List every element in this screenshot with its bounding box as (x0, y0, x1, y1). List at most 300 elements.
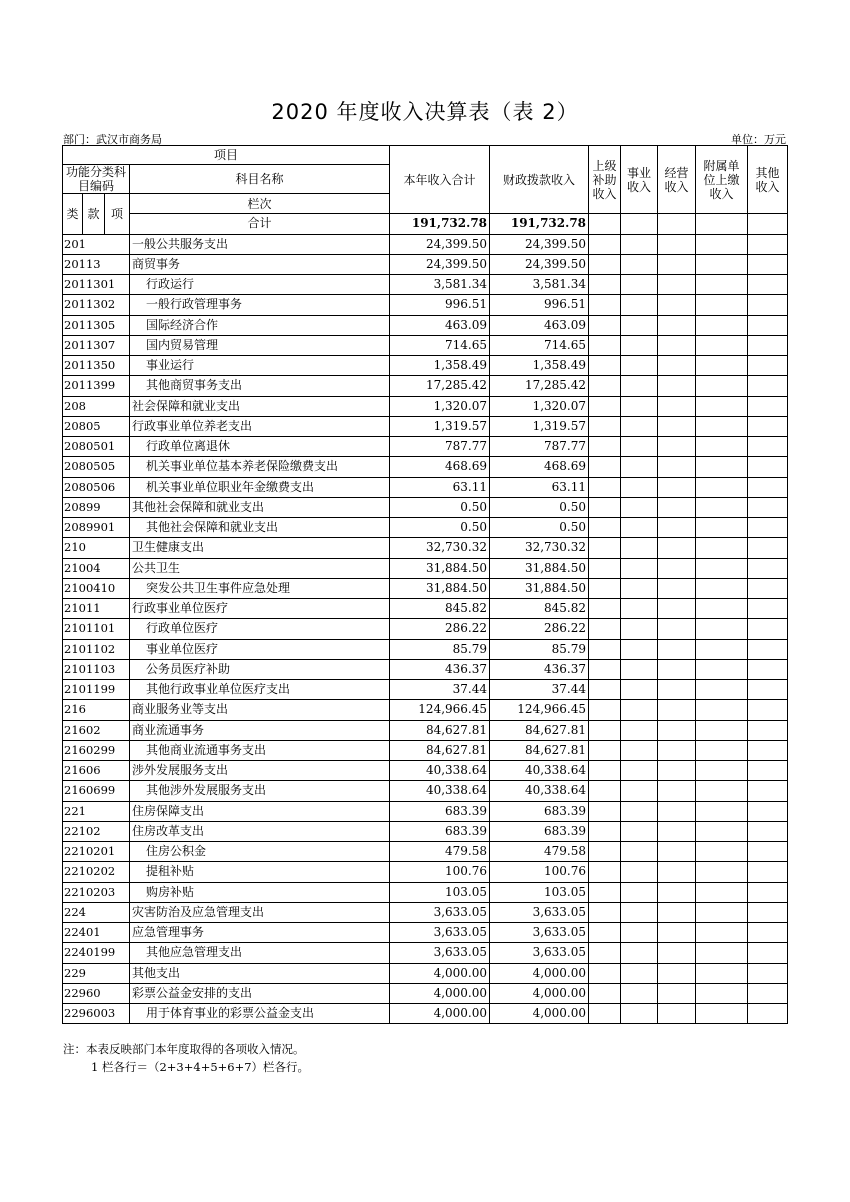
empty-cell (658, 983, 696, 1003)
empty-cell (748, 335, 788, 355)
empty-cell (748, 882, 788, 902)
table-row (63, 963, 788, 983)
row-total: 4,000.00 (390, 1004, 490, 1024)
empty-cell (658, 882, 696, 902)
table-row (63, 477, 788, 497)
row-total: 85.79 (390, 639, 490, 659)
row-code: 2080506 (63, 477, 130, 497)
empty-cell (696, 578, 748, 598)
table-row (63, 599, 788, 619)
empty-cell (658, 254, 696, 274)
header-subject-name: 科目名称 (130, 165, 390, 194)
empty-cell (658, 376, 696, 396)
empty-cell (748, 376, 788, 396)
empty-cell (696, 234, 748, 254)
row-name: 国际经济合作 (130, 315, 390, 335)
row-code: 2080505 (63, 457, 130, 477)
row-fiscal: 4,000.00 (490, 983, 589, 1003)
empty-cell (696, 882, 748, 902)
row-total: 24,399.50 (390, 254, 490, 274)
empty-cell (696, 963, 748, 983)
row-code: 20805 (63, 416, 130, 436)
empty-cell (589, 254, 621, 274)
department-label: 部门：武汉市商务局 (63, 133, 162, 146)
empty-cell (748, 720, 788, 740)
row-fiscal: 463.09 (490, 315, 589, 335)
empty-cell (621, 477, 658, 497)
row-name: 机关事业单位职业年金缴费支出 (130, 477, 390, 497)
unit-label: 单位：万元 (731, 133, 786, 146)
note-1: 注：本表反映部门本年度取得的各项收入情况。 (63, 1042, 305, 1056)
empty-cell (621, 619, 658, 639)
empty-cell (658, 801, 696, 821)
row-total: 4,000.00 (390, 963, 490, 983)
empty-cell (696, 457, 748, 477)
empty-cell (621, 376, 658, 396)
row-name: 用于体育事业的彩票公益金支出 (130, 1004, 390, 1024)
row-name: 提租补贴 (130, 862, 390, 882)
row-total: 3,581.34 (390, 275, 490, 295)
empty-cell (696, 477, 748, 497)
row-fiscal: 468.69 (490, 457, 589, 477)
row-fiscal: 1,319.57 (490, 416, 589, 436)
row-code: 224 (63, 902, 130, 922)
row-total: 103.05 (390, 882, 490, 902)
row-fiscal: 683.39 (490, 801, 589, 821)
empty-cell (621, 578, 658, 598)
empty-cell (748, 254, 788, 274)
row-fiscal: 436.37 (490, 659, 589, 679)
row-code: 2011301 (63, 275, 130, 295)
empty-cell (589, 963, 621, 983)
table-row (63, 983, 788, 1003)
empty-cell (589, 416, 621, 436)
row-fiscal: 3,581.34 (490, 275, 589, 295)
empty-cell (589, 902, 621, 922)
empty-cell (589, 862, 621, 882)
row-total: 84,627.81 (390, 720, 490, 740)
row-total: 479.58 (390, 842, 490, 862)
row-total: 468.69 (390, 457, 490, 477)
empty-cell (748, 437, 788, 457)
row-name: 住房改革支出 (130, 821, 390, 841)
row-fiscal: 479.58 (490, 842, 589, 862)
empty-cell (696, 518, 748, 538)
row-code: 2101102 (63, 639, 130, 659)
row-total: 3,633.05 (390, 902, 490, 922)
empty-cell (589, 700, 621, 720)
empty-cell (696, 801, 748, 821)
empty-cell (658, 659, 696, 679)
row-fiscal: 0.50 (490, 518, 589, 538)
empty-cell (658, 639, 696, 659)
empty-cell (696, 599, 748, 619)
empty-cell (696, 842, 748, 862)
empty-cell (621, 902, 658, 922)
row-name: 其他社会保障和就业支出 (130, 497, 390, 517)
table-row (63, 720, 788, 740)
empty-cell (621, 983, 658, 1003)
row-code: 22960 (63, 983, 130, 1003)
row-code: 2011350 (63, 356, 130, 376)
empty-cell (658, 761, 696, 781)
empty-cell (748, 680, 788, 700)
empty-cell (748, 518, 788, 538)
total-value: 191,732.78 (390, 214, 490, 234)
row-name: 商业服务业等支出 (130, 700, 390, 720)
row-fiscal: 37.44 (490, 680, 589, 700)
empty-cell (696, 538, 748, 558)
empty-cell (696, 1004, 748, 1024)
empty-cell (621, 740, 658, 760)
empty-cell (589, 983, 621, 1003)
row-code: 210 (63, 538, 130, 558)
empty-cell (589, 437, 621, 457)
row-total: 714.65 (390, 335, 490, 355)
empty-cell (696, 275, 748, 295)
row-total: 996.51 (390, 295, 490, 315)
table-row (63, 781, 788, 801)
empty-cell (658, 1004, 696, 1024)
empty-cell (589, 396, 621, 416)
empty-cell (658, 558, 696, 578)
empty-cell (621, 396, 658, 416)
empty-cell (696, 416, 748, 436)
empty-cell (589, 923, 621, 943)
row-code: 2011307 (63, 335, 130, 355)
row-total: 3,633.05 (390, 943, 490, 963)
row-total: 32,730.32 (390, 538, 490, 558)
empty-cell (696, 335, 748, 355)
total-row (63, 214, 788, 234)
row-code: 2080501 (63, 437, 130, 457)
empty-cell (658, 923, 696, 943)
row-fiscal: 31,884.50 (490, 578, 589, 598)
empty-cell (748, 659, 788, 679)
empty-cell (658, 518, 696, 538)
row-total: 683.39 (390, 801, 490, 821)
row-name: 其他涉外发展服务支出 (130, 781, 390, 801)
empty-cell (589, 578, 621, 598)
header-fiscal: 财政拨款收入 (490, 146, 589, 214)
row-fiscal: 3,633.05 (490, 902, 589, 922)
row-code: 208 (63, 396, 130, 416)
row-fiscal: 40,338.64 (490, 781, 589, 801)
row-fiscal: 0.50 (490, 497, 589, 517)
row-name: 其他支出 (130, 963, 390, 983)
row-total: 40,338.64 (390, 761, 490, 781)
row-code: 2210203 (63, 882, 130, 902)
header-lei: 类 (63, 194, 83, 235)
row-fiscal: 31,884.50 (490, 558, 589, 578)
empty-cell (589, 538, 621, 558)
table-row (63, 335, 788, 355)
empty-cell (696, 558, 748, 578)
row-name: 其他社会保障和就业支出 (130, 518, 390, 538)
empty-cell (621, 923, 658, 943)
row-code: 22102 (63, 821, 130, 841)
table-row (63, 538, 788, 558)
empty-cell (748, 963, 788, 983)
row-code: 2240199 (63, 943, 130, 963)
empty-cell (696, 619, 748, 639)
row-fiscal: 3,633.05 (490, 923, 589, 943)
header-row-1 (63, 146, 788, 165)
empty-cell (621, 639, 658, 659)
row-code: 201 (63, 234, 130, 254)
empty-cell (589, 639, 621, 659)
empty-cell (748, 356, 788, 376)
empty-cell (621, 518, 658, 538)
empty-cell (696, 943, 748, 963)
row-name: 事业运行 (130, 356, 390, 376)
row-name: 其他应急管理支出 (130, 943, 390, 963)
empty-cell (621, 821, 658, 841)
row-total: 1,319.57 (390, 416, 490, 436)
empty-cell (589, 1004, 621, 1024)
empty-cell (748, 781, 788, 801)
empty-cell (658, 578, 696, 598)
empty-cell (658, 335, 696, 355)
table-row (63, 376, 788, 396)
empty-cell (589, 659, 621, 679)
table-row (63, 497, 788, 517)
empty-cell (589, 720, 621, 740)
empty-cell (589, 801, 621, 821)
row-name: 社会保障和就业支出 (130, 396, 390, 416)
empty-cell (589, 275, 621, 295)
empty-cell (589, 558, 621, 578)
table-row (63, 659, 788, 679)
table-row (63, 862, 788, 882)
header-func-code: 功能分类科目编码 (63, 165, 130, 194)
empty-cell (748, 902, 788, 922)
empty-cell (658, 599, 696, 619)
table-row (63, 234, 788, 254)
empty-cell (658, 740, 696, 760)
empty-cell (621, 599, 658, 619)
empty-cell (589, 761, 621, 781)
row-total: 84,627.81 (390, 740, 490, 760)
row-code: 22401 (63, 923, 130, 943)
empty-cell (658, 538, 696, 558)
empty-cell (748, 619, 788, 639)
row-total: 3,633.05 (390, 923, 490, 943)
empty-cell (696, 761, 748, 781)
table-row (63, 396, 788, 416)
row-code: 216 (63, 700, 130, 720)
row-code: 2011305 (63, 315, 130, 335)
row-name: 行政事业单位医疗 (130, 599, 390, 619)
table-row (63, 578, 788, 598)
notes (63, 1040, 309, 1076)
table-row (63, 740, 788, 760)
row-fiscal: 286.22 (490, 619, 589, 639)
empty-cell (658, 275, 696, 295)
row-fiscal: 845.82 (490, 599, 589, 619)
table-row (63, 943, 788, 963)
empty-cell (696, 720, 748, 740)
row-total: 1,320.07 (390, 396, 490, 416)
row-code: 2101199 (63, 680, 130, 700)
table-row (63, 356, 788, 376)
row-name: 住房保障支出 (130, 801, 390, 821)
table-row (63, 902, 788, 922)
row-name: 行政运行 (130, 275, 390, 295)
empty-cell (748, 923, 788, 943)
row-name: 事业单位医疗 (130, 639, 390, 659)
table-row (63, 295, 788, 315)
empty-cell (696, 254, 748, 274)
header-kuan: 款 (83, 194, 105, 235)
empty-cell (748, 639, 788, 659)
empty-cell (748, 416, 788, 436)
empty-cell (621, 862, 658, 882)
empty-cell (621, 335, 658, 355)
empty-cell (589, 376, 621, 396)
row-fiscal: 714.65 (490, 335, 589, 355)
row-fiscal: 4,000.00 (490, 963, 589, 983)
table-row (63, 680, 788, 700)
empty-cell (658, 437, 696, 457)
row-fiscal: 100.76 (490, 862, 589, 882)
empty-cell (696, 740, 748, 760)
empty-cell (589, 943, 621, 963)
row-total: 4,000.00 (390, 983, 490, 1003)
empty-cell (658, 862, 696, 882)
row-total: 124,966.45 (390, 700, 490, 720)
empty-cell (658, 619, 696, 639)
empty-cell (589, 680, 621, 700)
total-fiscal: 191,732.78 (490, 214, 589, 234)
row-fiscal: 124,966.45 (490, 700, 589, 720)
row-total: 463.09 (390, 315, 490, 335)
row-name: 公共卫生 (130, 558, 390, 578)
row-total: 0.50 (390, 518, 490, 538)
row-name: 涉外发展服务支出 (130, 761, 390, 781)
empty-cell (621, 497, 658, 517)
empty-cell (589, 335, 621, 355)
row-fiscal: 1,358.49 (490, 356, 589, 376)
row-fiscal: 24,399.50 (490, 234, 589, 254)
row-total: 100.76 (390, 862, 490, 882)
row-name: 一般行政管理事务 (130, 295, 390, 315)
empty-cell (621, 700, 658, 720)
empty-cell (589, 882, 621, 902)
empty-cell (658, 842, 696, 862)
empty-cell (621, 315, 658, 335)
row-total: 31,884.50 (390, 558, 490, 578)
empty-cell (658, 781, 696, 801)
row-name: 商业流通事务 (130, 720, 390, 740)
empty-cell (589, 821, 621, 841)
empty-cell (658, 477, 696, 497)
header-affiliated: 附属单位上缴收入 (696, 146, 748, 214)
row-code: 2101103 (63, 659, 130, 679)
empty-cell (696, 396, 748, 416)
row-total: 286.22 (390, 619, 490, 639)
empty-cell (621, 781, 658, 801)
empty-cell (696, 781, 748, 801)
note-2: 1 栏各行＝（2+3+4+5+6+7）栏各行。 (91, 1060, 310, 1074)
row-fiscal: 787.77 (490, 437, 589, 457)
table-row (63, 882, 788, 902)
empty-cell (621, 558, 658, 578)
table-row (63, 457, 788, 477)
table-row (63, 761, 788, 781)
row-name: 一般公共服务支出 (130, 234, 390, 254)
row-fiscal: 24,399.50 (490, 254, 589, 274)
table-row (63, 518, 788, 538)
empty-cell (748, 740, 788, 760)
empty-cell (589, 518, 621, 538)
row-name: 彩票公益金安排的支出 (130, 983, 390, 1003)
empty-cell (748, 497, 788, 517)
empty-cell (658, 396, 696, 416)
empty-cell (748, 315, 788, 335)
row-total: 787.77 (390, 437, 490, 457)
empty-cell (696, 680, 748, 700)
row-total: 37.44 (390, 680, 490, 700)
row-fiscal: 103.05 (490, 882, 589, 902)
row-code: 2160699 (63, 781, 130, 801)
empty-cell (589, 599, 621, 619)
empty-cell (589, 781, 621, 801)
empty-cell (696, 315, 748, 335)
empty-cell (621, 882, 658, 902)
header-business: 事业收入 (621, 146, 658, 214)
empty-cell (621, 1004, 658, 1024)
row-code: 2011399 (63, 376, 130, 396)
empty-cell (748, 842, 788, 862)
empty-cell (748, 761, 788, 781)
empty-cell (748, 1004, 788, 1024)
table-row (63, 416, 788, 436)
row-total: 436.37 (390, 659, 490, 679)
empty-cell (748, 943, 788, 963)
row-name: 应急管理事务 (130, 923, 390, 943)
row-name: 其他商业流通事务支出 (130, 740, 390, 760)
header-superior: 上级补助收入 (589, 146, 621, 214)
row-name: 国内贸易管理 (130, 335, 390, 355)
row-fiscal: 4,000.00 (490, 1004, 589, 1024)
row-code: 21606 (63, 761, 130, 781)
empty-cell (658, 295, 696, 315)
table-row (63, 842, 788, 862)
empty-cell (589, 457, 621, 477)
empty-cell (658, 963, 696, 983)
empty-cell (748, 477, 788, 497)
empty-cell (658, 457, 696, 477)
empty-cell (621, 963, 658, 983)
row-name: 突发公共卫生事件应急处理 (130, 578, 390, 598)
empty-cell (621, 275, 658, 295)
row-fiscal: 996.51 (490, 295, 589, 315)
empty-cell (621, 416, 658, 436)
empty-cell (658, 356, 696, 376)
row-fiscal: 1,320.07 (490, 396, 589, 416)
table-row (63, 639, 788, 659)
row-fiscal: 40,338.64 (490, 761, 589, 781)
empty-cell (748, 801, 788, 821)
row-name: 商贸事务 (130, 254, 390, 274)
row-fiscal: 84,627.81 (490, 720, 589, 740)
empty-cell (748, 558, 788, 578)
row-total: 845.82 (390, 599, 490, 619)
empty-cell (621, 842, 658, 862)
table-row (63, 315, 788, 335)
revenue-table (62, 145, 788, 1024)
